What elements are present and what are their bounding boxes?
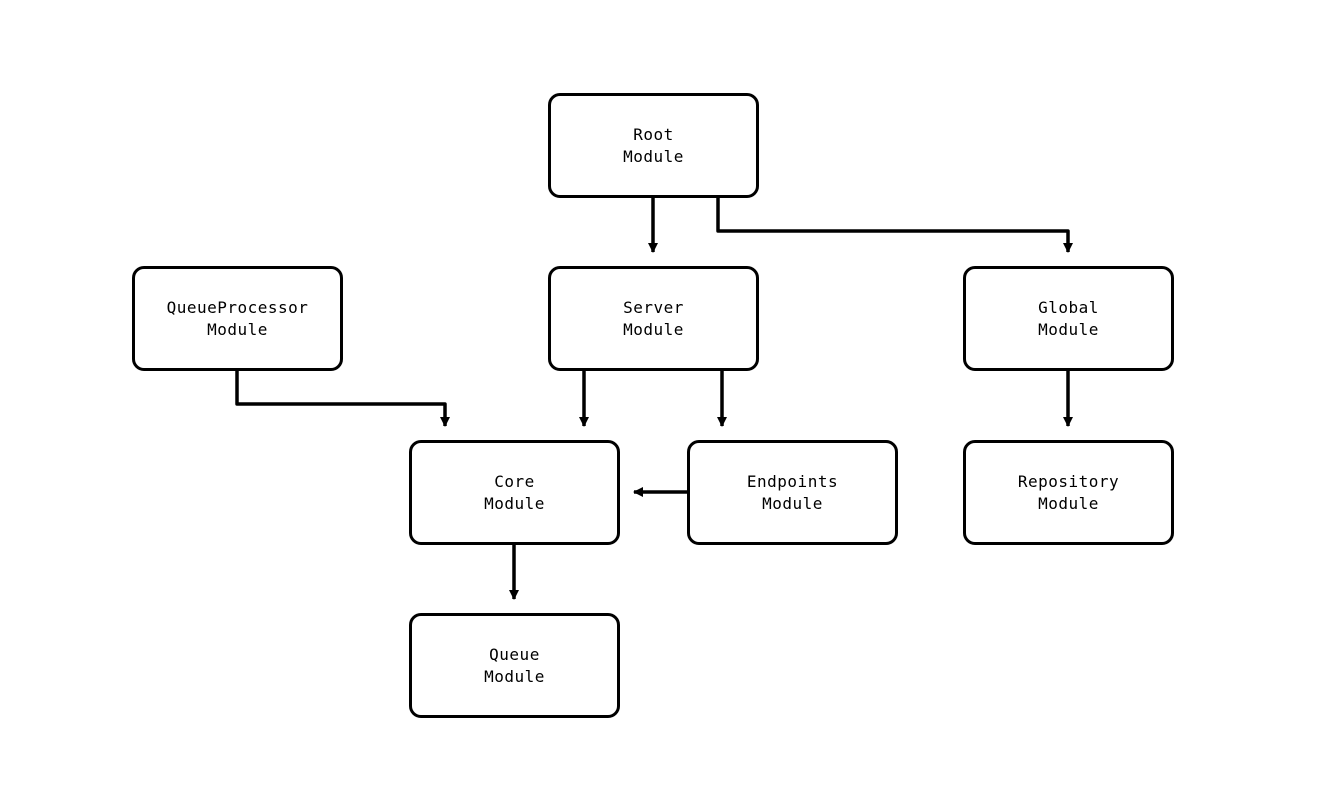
node-endpoints-module[interactable]	[687, 440, 898, 545]
node-label-line2: Module	[207, 319, 268, 339]
edge-queueprocessor-to-core	[237, 371, 445, 426]
node-label-line1: Endpoints	[746, 471, 839, 491]
node-global-module[interactable]	[963, 266, 1174, 371]
node-queueprocessor-module[interactable]	[132, 266, 343, 371]
node-label-line2: Module	[762, 493, 823, 513]
node-label-line2: Module	[484, 666, 545, 686]
node-root-module[interactable]	[548, 93, 759, 198]
node-label-line1: Global	[1038, 297, 1099, 317]
node-repository-module[interactable]	[963, 440, 1174, 545]
node-label-line2: Module	[1038, 493, 1099, 513]
node-label-line1: Root	[633, 124, 674, 144]
edge-root-to-global	[718, 198, 1068, 252]
node-queue-module[interactable]	[409, 613, 620, 718]
node-label-line1: Queue	[489, 644, 540, 664]
node-label-line2: Module	[484, 493, 545, 513]
node-label-line2: Module	[623, 146, 684, 166]
node-label-line1: Repository	[1017, 471, 1120, 491]
node-server-module[interactable]	[548, 266, 759, 371]
node-label-line1: Core	[494, 471, 535, 491]
node-label-line1: Server	[623, 297, 684, 317]
node-label-line1: QueueProcessor	[166, 297, 309, 317]
node-core-module[interactable]	[409, 440, 620, 545]
node-label-line2: Module	[623, 319, 684, 339]
node-label-line2: Module	[1038, 319, 1099, 339]
